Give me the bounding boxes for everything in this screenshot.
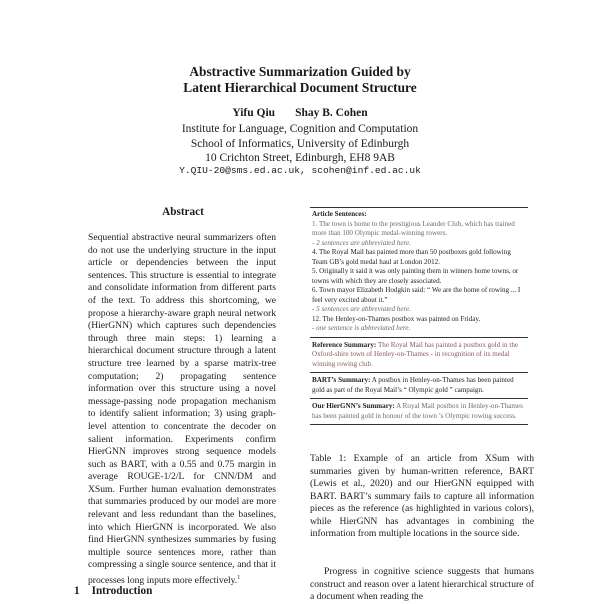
article-label: Article Sentences: — [312, 210, 367, 218]
body-paragraph: Progress in cognitive science suggests that humans construct and reason over a latent hierarchical structure of a document when reading the — [310, 566, 534, 602]
section-number: 1 — [74, 585, 80, 597]
abbreviation-note: - 5 sentences are abbreviated here. — [312, 305, 411, 313]
article-sentence: 1. The town is home to the prestigious Leander Club, which has trained more than 100 Olympic medal-winning rowers. — [312, 219, 515, 237]
abstract-heading: Abstract — [162, 206, 204, 218]
abbreviation-note: - one sentence is abbreviated here. — [312, 324, 411, 332]
article-sentences-block — [310, 208, 528, 338]
example-table — [310, 207, 528, 425]
bart-summary-block — [310, 373, 528, 399]
section-title: Introduction — [91, 585, 153, 597]
hiergnn-text: A Royal Mail postbox in Henley-on-Thames has been painted gold in honour of the town ’s Olympic rowing success. — [312, 402, 523, 420]
paper-title — [80, 64, 520, 96]
author-emails: Y.QIU-20@sms.ed.ac.uk, scohen@inf.ed.ac.uk — [179, 165, 421, 176]
article-sentence: 4. The Royal Mail has painted more than 50 postboxes gold following Team GB’s gold medal haul at London 2012. — [312, 248, 511, 266]
author-2: Shay B. Cohen — [295, 107, 368, 119]
introduction-heading — [74, 585, 294, 597]
reference-summary-block — [310, 338, 528, 374]
authors — [150, 107, 450, 119]
affiliation-line-1: Institute for Language, Cognition and Computation — [181, 123, 419, 135]
abstract-body: Sequential abstractive neural summarizers often do not use the underlying structure in the input article or dependencies between the input sentences. This structure is essential to integrate and consolidate information from different parts of the text. To address this shortcoming, we propose a hierarchy-aware graph neural network (HierGNN) which captures such dependencies through three main steps: 1) learning a hierarchical document structure through a latent structure tree learned by a sparse matrix-tree computation; 2) propagating sentence information over this structure using a novel message-passing node propagation mechanism to identify salient information; 3) using graph-level attention to concentrate the decoder on salient information. Experiments confirm HierGNN improves strong sequence models such as BART, with a 0.55 and 0.75 margin in average ROUGE-1/2/L for CNN/DM and XSum. Further human evaluation demonstrates that summaries produced by our model are more relevant and less redundant than the baselines, into which HierGNN is incorporated. We also find HierGNN synthesizes summaries by fusing multiple source sentences more, rather than compressing a single source sentence, and that it processes long inputs more effectively. — [88, 232, 276, 587]
footnote-mark: 1 — [237, 575, 241, 582]
abstract-text — [88, 232, 276, 588]
bart-label: BART’s Summary: — [312, 376, 371, 384]
author-1: Yifu Qiu — [232, 107, 276, 119]
article-sentence: 12. The Henley-on-Thames postbox was painted on Friday. — [312, 314, 481, 323]
bart-text: A postbox in Henley-on-Thames has been painted gold as part of the Royal Mail’s “ Olympic gold ” campaign. — [312, 376, 514, 394]
article-sentence: 6. Town mayor Elizabeth Hodgkin said: “ We are the home of rowing ... I feel very excited about it.” — [312, 286, 521, 304]
title-line-1: Abstractive Summarization Guided by — [189, 64, 411, 79]
title-line-2: Latent Hierarchical Document Structure — [183, 80, 417, 95]
reference-text: The Royal Mail has painted a postbox gold in the Oxford-shire town of Henley-on-Thames - in recognition of its medal winning rowing club. — [312, 340, 519, 368]
article-sentence: 5. Originally it said it was only painting them in winners home towns, or towns with which they are closely associated. — [312, 267, 519, 285]
affiliation-line-2: School of Informatics, University of Edinburgh — [190, 137, 410, 150]
table-caption: Table 1: Example of an article from XSum with summaries given by human-written reference, BART (Lewis et al., 2020) and our HierGNN equipped with BART. BART’s summary fails to capture all information pieces as the reference (as highlighted in various colors), while HierGNN has advantages in combining the information from multiple locations in the source side. — [310, 453, 534, 539]
affiliation-line-3: 10 Crichton Street, Edinburgh, EH8 9AB — [205, 152, 395, 164]
hiergnn-summary-block — [310, 399, 528, 425]
hiergnn-label: Our HierGNN’s Summary: — [312, 402, 395, 410]
affiliation — [100, 122, 500, 166]
abbreviation-note: - 2 sentences are abbreviated here. — [312, 238, 411, 247]
reference-label: Reference Summary: — [312, 340, 377, 349]
